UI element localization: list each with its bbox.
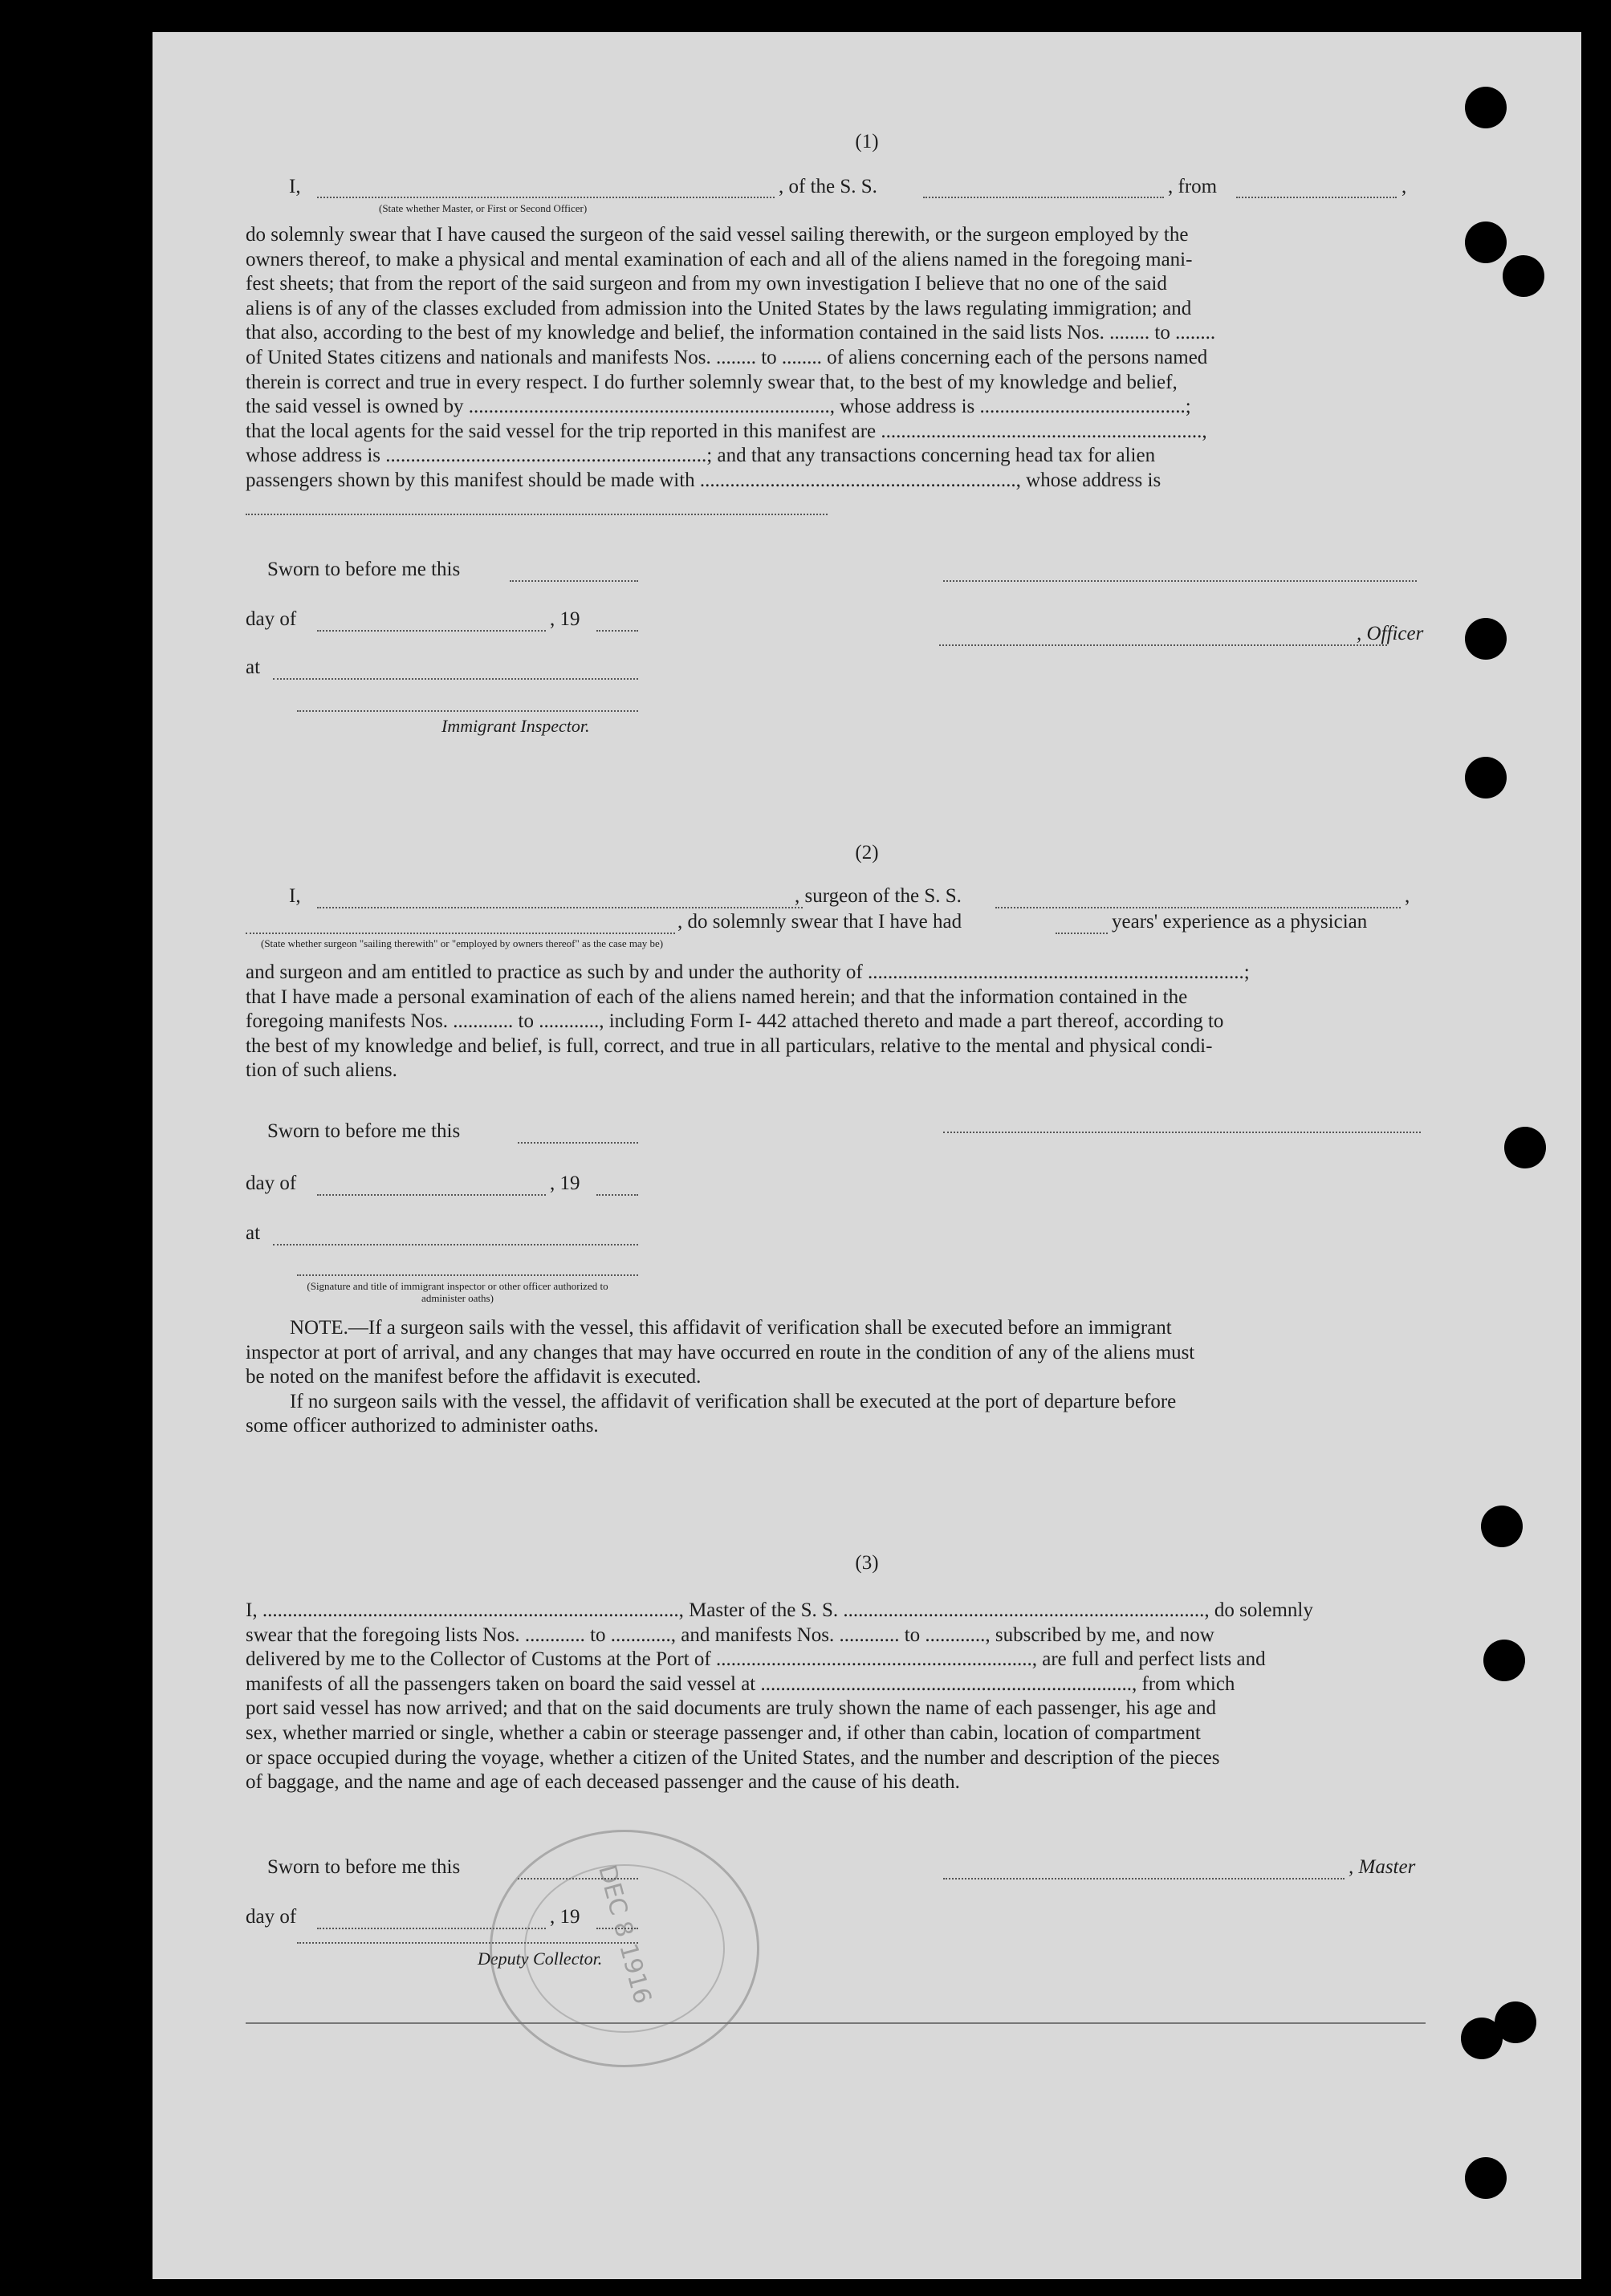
surgeon-vessel-blank <box>995 907 1401 908</box>
para-line: some officer authorized to administer oaths. <box>246 1415 599 1437</box>
para-line: passengers shown by this manifest should be made with ..............................................................., whose address is <box>246 469 1161 491</box>
i-label: I, <box>289 176 301 197</box>
para-line: foregoing manifests Nos. ............ to ............, including Form I- 442 attached thereto and made a part thereof, according to <box>246 1010 1224 1033</box>
at-blank-2 <box>273 1244 638 1246</box>
section-1-paragraph <box>246 223 1432 494</box>
para-line: manifests of all the passengers taken on board the said vessel at .........................................................................., from which <box>246 1672 1235 1695</box>
signature-note: (Signature and title of immigrant inspector or other officer authorized to administer oaths) <box>307 1280 608 1304</box>
swear-had-label: , do solemnly swear that I have had <box>677 911 962 933</box>
manifest-sheet <box>153 32 1581 2279</box>
para-line: tion of such aliens. <box>246 1059 397 1082</box>
surgeon-note: (State whether surgeon "sailing therewith" or "employed by owners thereof" as the case may be) <box>261 937 664 949</box>
master-signature-blank <box>943 1878 1345 1879</box>
year-blank-2 <box>596 1194 638 1196</box>
day-of-label-3: day of <box>246 1906 297 1928</box>
year-label-2: , 19 <box>550 1172 580 1194</box>
postmark-date: DEC 8 1916 <box>592 1862 657 2007</box>
para-line: the best of my knowledge and belief, is full, correct, and true in all particulars, relative to the mental and physical condi- <box>246 1034 1213 1057</box>
para-line: the said vessel is owned by ........................................................................, whose address is .........................................; <box>246 396 1191 418</box>
para-line: inspector at port of arrival, and any changes that may have occurred en route in the condition of any of the aliens must <box>246 1341 1195 1363</box>
para-line: owners thereof, to make a physical and mental examination of each and all of the aliens named in the foregoing mani- <box>246 248 1193 270</box>
master-label: , Master <box>1349 1856 1416 1878</box>
comma: , <box>1401 176 1407 197</box>
deputy-label: Deputy Collector. <box>478 1949 603 1969</box>
sworn-label-2: Sworn to before me this <box>267 1120 461 1142</box>
para-line: swear that the foregoing lists Nos. ............ to ............, and manifests Nos. ............ to ............, subscribed by me, and now <box>246 1623 1214 1646</box>
at-blank-1 <box>273 678 638 680</box>
surgeon-of-label: , surgeon of the S. S. <box>795 885 962 907</box>
para-line: delivered by me to the Collector of Customs at the Port of ..............................................................., are full and perfect lists and <box>246 1648 1266 1671</box>
address-blank <box>246 514 828 515</box>
officer-title-blank <box>939 644 1387 646</box>
years-blank <box>1056 933 1108 934</box>
punch-hole <box>1465 87 1507 128</box>
year-label-3: , 19 <box>550 1906 580 1928</box>
section-2-paragraph <box>246 961 1432 1083</box>
para-line: port said vessel has now arrived; and that on the said documents are truly shown the name of each passenger, his age and <box>246 1697 1217 1720</box>
para-line: If no surgeon sails with the vessel, the affidavit of verification shall be executed at the port of departure before <box>290 1390 1177 1412</box>
officer-name-blank <box>317 197 775 198</box>
postmark-stamp <box>490 1830 759 2067</box>
surgeon-signature-blank <box>943 1132 1421 1133</box>
para-line: or space occupied during the voyage, whether a citizen of the United States, and the number and description of the pieces <box>246 1746 1220 1769</box>
at-label-1: at <box>246 656 261 678</box>
para-line: therein is correct and true in every respect. I do further solemnly swear that, to the best of my knowledge and belief, <box>246 371 1178 393</box>
at-label-2: at <box>246 1222 261 1244</box>
punch-hole <box>1495 2001 1536 2043</box>
year-label-1: , 19 <box>550 608 580 630</box>
para-line: aliens is of any of the classes excluded from admission into the United States by the laws regulating immigration; and <box>246 297 1192 319</box>
punch-hole <box>1503 255 1544 297</box>
para-line: NOTE.—If a surgeon sails with the vessel, this affidavit of verification shall be executed before an immigrant <box>290 1317 1172 1339</box>
sworn-day-blank-2 <box>518 1142 638 1144</box>
para-line: that also, according to the best of my knowledge and belief, the information contained in the said lists Nos. ........ to ........ <box>246 322 1216 344</box>
para-line: whose address is ................................................................; and that any transactions concerning head tax for alien <box>246 445 1156 467</box>
day-of-label-2: day of <box>246 1172 297 1194</box>
inspector-signature-blank-2 <box>297 1274 638 1276</box>
section-3-heading: (3) <box>855 1552 879 1574</box>
section-1-heading: (1) <box>855 131 879 152</box>
sworn-label-1: Sworn to before me this <box>267 559 461 580</box>
punch-hole <box>1504 1127 1546 1168</box>
years-label: years' experience as a physician <box>1112 911 1368 933</box>
para-line: of baggage, and the name and age of each deceased passenger and the cause of his death. <box>246 1771 960 1794</box>
section-3-paragraph <box>246 1599 1432 1795</box>
officer-label: , Officer <box>1357 623 1424 644</box>
punch-hole <box>1465 757 1507 799</box>
day-of-blank-1 <box>317 630 546 632</box>
surgeon-name-blank <box>317 907 803 908</box>
day-of-blank-2 <box>317 1194 546 1196</box>
para-line: and surgeon and am entitled to practice as such by and under the authority of ...........................................................................; <box>246 961 1250 983</box>
para-line: be noted on the manifest before the affidavit is executed. <box>246 1366 702 1388</box>
inspector-signature-blank-1 <box>297 710 638 712</box>
year-blank-1 <box>596 630 638 632</box>
punch-hole <box>1465 221 1507 263</box>
officer-signature-blank <box>943 580 1417 582</box>
para-line: fest sheets; that from the report of the said surgeon and from my own investigation I believe that no one of the said <box>246 273 1167 295</box>
punch-hole <box>1483 1640 1525 1681</box>
para-line: that I have made a personal examination of each of the aliens named herein; and that the information contained in the <box>246 985 1188 1008</box>
comma-2: , <box>1405 885 1410 907</box>
para-line: do solemnly swear that I have caused the surgeon of the said vessel sailing therewith, or the surgeon employed by the <box>246 224 1189 246</box>
officer-note: (State whether Master, or First or Second Officer) <box>379 202 588 214</box>
bottom-rule <box>246 2022 1426 2024</box>
sworn-label-3: Sworn to before me this <box>267 1856 461 1878</box>
surgeon-type-blank <box>246 933 675 934</box>
note-paragraph <box>246 1316 1432 1439</box>
para-line: that the local agents for the said vessel for the trip reported in this manifest are ................................................................, <box>246 420 1207 442</box>
i-label-2: I, <box>289 885 301 907</box>
inspector-label: Immigrant Inspector. <box>441 716 590 736</box>
sworn-day-blank-1 <box>510 580 638 582</box>
vessel-name-blank <box>923 197 1164 198</box>
para-line: of United States citizens and nationals and manifests Nos. ........ to ........ of aliens concerning each of the persons named <box>246 346 1208 368</box>
from-port-blank <box>1236 197 1397 198</box>
day-of-label-1: day of <box>246 608 297 630</box>
punch-hole <box>1465 2157 1507 2199</box>
para-line: sex, whether married or single, whether a cabin or steerage passenger and, if other than cabin, location of compartment <box>246 1721 1201 1744</box>
from-label: , from <box>1168 176 1218 197</box>
section-2-heading: (2) <box>855 842 879 864</box>
of-ss-label: , of the S. S. <box>779 176 877 197</box>
punch-hole <box>1465 618 1507 660</box>
para-line: I, ..................................................................................., Master of the S. S. ........................................................................, do solemnly <box>246 1599 1313 1621</box>
punch-hole <box>1481 1506 1523 1547</box>
